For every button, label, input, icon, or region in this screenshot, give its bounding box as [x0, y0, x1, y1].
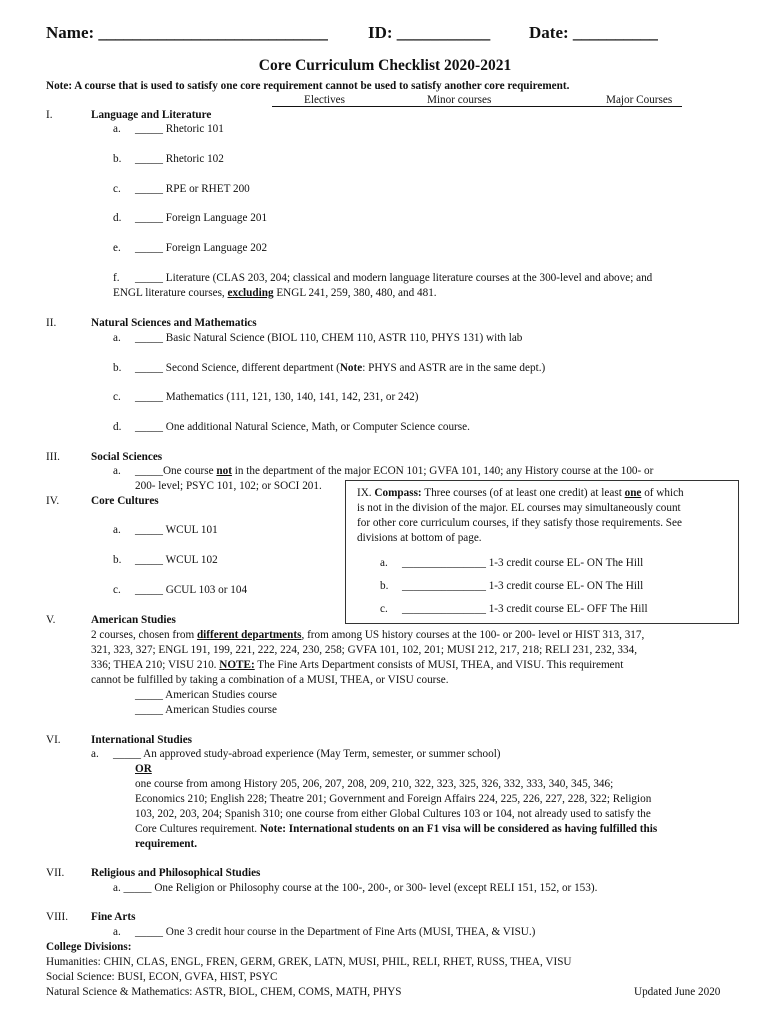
intl-line-2: Economics 210; English 228; Theatre 201; Government and Foreign Affairs 224, 225, 226, 227, 228, 322; Religion [135, 793, 652, 805]
item-study-abroad: _____ An approved study-abroad experience (May Term, semester, or summer school) [113, 748, 501, 760]
date-field-label: Date: __________ [529, 23, 658, 42]
item-letter: a. [113, 524, 121, 536]
item-gcul: _____ GCUL 103 or 104 [135, 584, 248, 596]
item-letter: a. [113, 465, 121, 477]
section-title: Language and Literature [91, 109, 212, 121]
american-studies-course-1: _____ American Studies course [135, 689, 277, 701]
compass-box [345, 480, 739, 624]
item-social-science-cont: 200- level; PSYC 101, 102; or SOCI 201. [135, 480, 322, 492]
section-number: I. [46, 109, 53, 121]
intl-line-1: one course from among History 205, 206, 207, 208, 209, 210, 322, 323, 325, 326, 332, 333, 340, 345, 346; [135, 778, 614, 790]
item-religion-philosophy: a. _____ One Religion or Philosophy course at the 100-, 200-, or 300- level (except RELI 151, 152, or 153). [113, 882, 598, 894]
item-letter: c. [113, 183, 121, 195]
compass-line-4: divisions at bottom of page. [357, 532, 482, 544]
item-letter: a. [113, 123, 121, 135]
item-literature: _____ Literature (CLAS 203, 204; classical and modern language literature courses at the 300-level and above; and [135, 272, 653, 284]
item-letter: e. [113, 242, 121, 254]
item-social-science: _____One course not in the department of the major ECON 101; GVFA 101, 140; any History course at the 100- or [135, 465, 654, 477]
compass-item-c: _______________ 1-3 credit course EL- OFF The Hill [402, 603, 648, 615]
item-letter: b. [380, 580, 389, 592]
section-number: VI. [46, 734, 61, 746]
compass-line-2: is not in the division of the major. EL courses may simultaneously count [357, 502, 681, 514]
american-studies-course-2: _____ American Studies course [135, 704, 277, 716]
item-letter: d. [113, 212, 122, 224]
page-title: Core Curriculum Checklist 2020-2021 [258, 57, 512, 74]
or-separator: OR [135, 763, 152, 775]
item-rpe-rhet-200: _____ RPE or RHET 200 [135, 183, 250, 195]
item-letter: a. [113, 332, 121, 344]
note: Note: A course that is used to satisfy one core requirement cannot be used to satisfy another core requirement. [46, 80, 570, 92]
id-field-label: ID: ___________ [368, 23, 491, 42]
intl-line-5: requirement. [135, 838, 198, 850]
item-additional-science: _____ One additional Natural Science, Math, or Computer Science course. [135, 421, 470, 433]
item-letter: f. [113, 272, 120, 284]
item-letter: c. [113, 391, 121, 403]
item-literature-cont: ENGL literature courses, excluding ENGL 241, 259, 380, 480, and 481. [113, 287, 437, 299]
item-letter: a. [91, 748, 99, 760]
section-title: Religious and Philosophical Studies [91, 867, 261, 879]
division-natural-science: Natural Science & Mathematics: ASTR, BIOL, CHEM, COMS, MATH, PHYS [46, 986, 402, 998]
divisions-title: College Divisions: [46, 941, 132, 953]
updated-date: Updated June 2020 [634, 986, 721, 998]
section-number: V. [46, 614, 56, 626]
column-electives: Electives [304, 94, 346, 106]
section-number: III. [46, 451, 60, 463]
item-letter: a. [380, 557, 388, 569]
american-studies-line-2: 321, 323, 327; ENGL 191, 199, 221, 222, 224, 230, 258; GVFA 101, 102, 201; MUSI 212, 217, 218; RELI 231, 232, 334, [91, 644, 638, 656]
section-title: Social Sciences [91, 451, 163, 463]
item-letter: d. [113, 421, 122, 433]
intl-line-3: 103, 202, 203, 204; Spanish 310; one course from either Global Cultures 103 or 104, not already used to satisfy the [135, 808, 651, 820]
item-rhetoric-102: _____ Rhetoric 102 [135, 153, 224, 165]
section-title: Natural Sciences and Mathematics [91, 317, 257, 329]
american-studies-line-4: cannot be fulfilled by taking a combination of a MUSI, THEA, or VISU course. [91, 674, 449, 686]
american-studies-line-3: 336; THEA 210; VISU 210. NOTE: The Fine Arts Department consists of MUSI, THEA, and VISU. This requirement [91, 659, 624, 671]
item-foreign-language-202: _____ Foreign Language 202 [135, 242, 268, 254]
item-foreign-language-201: _____ Foreign Language 201 [135, 212, 268, 224]
section-number: II. [46, 317, 57, 329]
item-letter: b. [113, 362, 122, 374]
intl-line-4: Core Cultures requirement. Note: International students on an F1 visa will be considered as having fulfilled this [135, 823, 658, 835]
section-number: VII. [46, 867, 65, 879]
item-letter: c. [113, 584, 121, 596]
compass-item-a: _______________ 1-3 credit course EL- ON The Hill [402, 557, 644, 569]
section-number: VIII. [46, 911, 69, 923]
section-title: International Studies [91, 734, 193, 746]
item-basic-science: _____ Basic Natural Science (BIOL 110, CHEM 110, ASTR 110, PHYS 131) with lab [135, 332, 523, 344]
item-rhetoric-101: _____ Rhetoric 101 [135, 123, 224, 135]
item-letter: a. [113, 926, 121, 938]
column-major: Major Courses [606, 94, 673, 106]
compass-item-b: _______________ 1-3 credit course EL- ON The Hill [402, 580, 644, 592]
section-title: Fine Arts [91, 911, 136, 923]
name-field-label: Name: ___________________________ [46, 23, 328, 42]
item-second-science: _____ Second Science, different department (Note: PHYS and ASTR are in the same dept.) [135, 362, 546, 374]
division-social-science: Social Science: BUSI, ECON, GVFA, HIST, PSYC [46, 971, 278, 983]
item-wcul-101: _____ WCUL 101 [135, 524, 218, 536]
division-humanities: Humanities: CHIN, CLAS, ENGL, FREN, GERM, GREK, LATN, MUSI, PHIL, RELI, RHET, RUSS, THEA, VISU [46, 956, 572, 968]
compass-line-3: for other core curriculum courses, if they satisfy those requirements. See [357, 517, 682, 529]
item-letter: b. [113, 153, 122, 165]
item-letter: b. [113, 554, 122, 566]
section-title: Core Cultures [91, 495, 159, 507]
section-number: IV. [46, 495, 60, 507]
american-studies-line-1: 2 courses, chosen from different departments, from among US history courses at the 100- or 200- level or HIST 313, 317, [91, 629, 645, 641]
item-letter: c. [380, 603, 388, 615]
item-fine-arts: _____ One 3 credit hour course in the Department of Fine Arts (MUSI, THEA, & VISU.) [135, 926, 536, 938]
item-wcul-102: _____ WCUL 102 [135, 554, 218, 566]
section-title: American Studies [91, 614, 176, 626]
excluding-emphasis: excluding [227, 287, 274, 299]
compass-heading: IX. Compass: Three courses (of at least one credit) at least one of which [357, 487, 684, 499]
column-minor: Minor courses [427, 94, 492, 106]
item-mathematics: _____ Mathematics (111, 121, 130, 140, 141, 142, 231, or 242) [135, 391, 419, 403]
